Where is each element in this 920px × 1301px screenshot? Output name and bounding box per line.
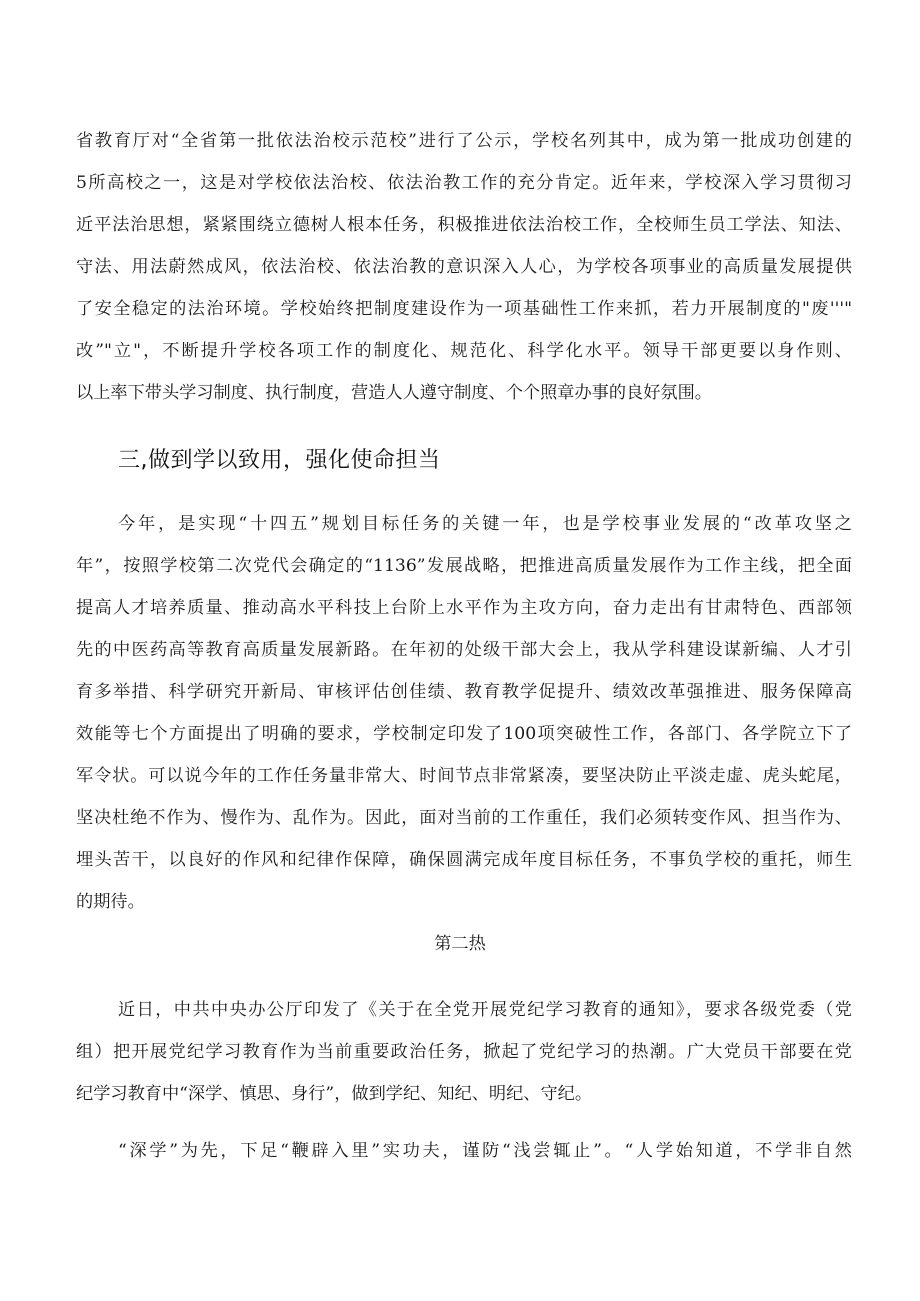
text-line: 今年，是实现“十四五”规划目标任务的关键一年，也是学校事业发展的“改革攻坚之	[118, 514, 852, 534]
text-line: 先的中医药高等教育高质量发展新路。在年初的处级干部大会上，我从学科建设谋新编、人才引	[76, 640, 852, 660]
text-line: 近日，中共中央办公厅印发了《关于在全党开展党纪学习教育的通知》，要求各级党委（党	[118, 1000, 852, 1020]
text-line: 埋头苦干，以良好的作风和纪律作保障，确保圆满完成年度目标任务，不事负学校的重托，师生	[76, 850, 852, 870]
part-title: 第二热	[434, 934, 486, 954]
text-line: 近平法治思想，紧紧围绕立德树人根本任务，积极推进依法治校工作，全校师生员工学法、知法、	[76, 215, 852, 235]
text-line: 坚决杜绝不作为、慢作为、乱作为。因此，面对当前的工作重任，我们必须转变作风、担当作为、	[76, 808, 852, 828]
text-line: 的期待。	[76, 892, 145, 912]
text-line: 年”，按照学校第二次党代会确定的“1136”发展战略，把推进高质量发展作为工作主线，把全面	[76, 556, 852, 576]
text-line: 效能等七个方面提出了明确的要求，学校制定印发了100项突破性工作，各部门、各学院立下了	[76, 724, 852, 744]
text-line: 5所高校之一，这是对学校依法治校、依法治教工作的充分肯定。近年来，学校深入学习贯彻习	[76, 173, 852, 193]
text-line: 育多举措、科学研究开新局、审核评估创佳绩、教育教学促提升、绩效改革强推进、服务保障高	[76, 682, 852, 702]
section-heading: 三,做到学以致用，强化使命担当	[118, 448, 441, 473]
text-line: 了安全稳定的法治环境。学校始终把制度建设作为一项基础性工作来抓，若力开展制度的"废'''"	[76, 299, 852, 319]
text-line: 守法、用法蔚然成风，依法治校、依法治教的意识深入人心，为学校各项事业的高质量发展提供	[76, 257, 852, 277]
text-line: 提高人才培养质量、推动高水平科技上台阶上水平作为主攻方向，奋力走出有甘肃特色、西部领	[76, 598, 852, 618]
text-line: 军令状。可以说今年的工作任务量非常大、时间节点非常紧凑，要坚决防止平淡走虚、虎头蛇尾，	[76, 766, 852, 786]
text-line: 组）把开展党纪学习教育作为当前重要政治任务，掀起了党纪学习的热潮。广大党员干部要在党	[76, 1042, 852, 1062]
text-line: 以上率下带头学习制度、执行制度，营造人人遵守制度、个个照章办事的良好氛围。	[76, 383, 712, 403]
text-line: 纪学习教育中“深学、慎思、身行”，做到学纪、知纪、明纪、守纪。	[76, 1084, 593, 1104]
text-line: 改”"立"，不断提升学校各项工作的制度化、规范化、科学化水平。领导干部更要以身作则、	[76, 341, 852, 361]
text-line: “深学”为先，下足“鞭辟入里”实功夫，谨防“浅尝辄止”。“人学始知道，不学非自然	[118, 1141, 852, 1161]
text-line: 省教育厅对“全省第一批依法治校示范校”进行了公示，学校名列其中，成为第一批成功创建的	[76, 131, 852, 151]
